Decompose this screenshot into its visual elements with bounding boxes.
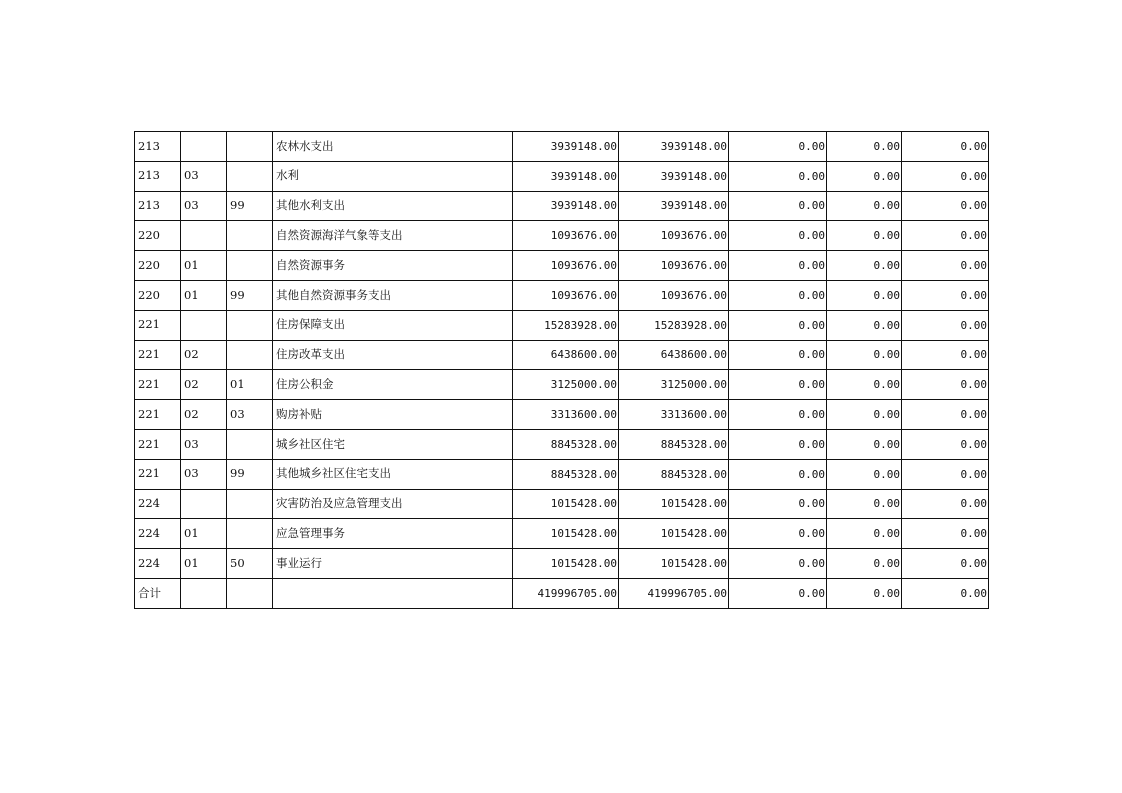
class-code-cell: 213 xyxy=(135,161,181,191)
table-row xyxy=(135,519,989,549)
subject-name-cell: 水利 xyxy=(273,161,513,191)
class-code-cell: 221 xyxy=(135,340,181,370)
subitem-code-cell xyxy=(227,340,273,370)
table-row xyxy=(135,310,989,340)
class-code-cell: 220 xyxy=(135,251,181,281)
subitem-code-cell xyxy=(227,578,273,608)
amount-col-2-cell: 1093676.00 xyxy=(619,221,729,251)
subject-name-cell: 住房公积金 xyxy=(273,370,513,400)
amount-col-4-cell: 0.00 xyxy=(827,280,902,310)
amount-col-3-cell: 0.00 xyxy=(729,340,827,370)
total-amount-cell: 1093676.00 xyxy=(513,251,619,281)
subitem-code-cell xyxy=(227,429,273,459)
amount-col-2-cell: 1015428.00 xyxy=(619,489,729,519)
subitem-code-cell: 99 xyxy=(227,459,273,489)
subject-name-cell: 其他水利支出 xyxy=(273,191,513,221)
amount-col-5-cell: 0.00 xyxy=(902,370,989,400)
table-row xyxy=(135,191,989,221)
amount-col-3-cell: 0.00 xyxy=(729,459,827,489)
total-amount-cell: 8845328.00 xyxy=(513,429,619,459)
amount-col-4-cell: 0.00 xyxy=(827,489,902,519)
item-code-cell xyxy=(181,132,227,162)
total-amount-cell: 419996705.00 xyxy=(513,578,619,608)
class-code-cell: 224 xyxy=(135,549,181,579)
subject-name-cell: 自然资源事务 xyxy=(273,251,513,281)
amount-col-5-cell: 0.00 xyxy=(902,132,989,162)
amount-col-5-cell: 0.00 xyxy=(902,310,989,340)
amount-col-4-cell: 0.00 xyxy=(827,191,902,221)
total-amount-cell: 3939148.00 xyxy=(513,161,619,191)
amount-col-5-cell: 0.00 xyxy=(902,578,989,608)
table-row xyxy=(135,549,989,579)
class-code-cell: 221 xyxy=(135,429,181,459)
amount-col-3-cell: 0.00 xyxy=(729,578,827,608)
amount-col-2-cell: 3125000.00 xyxy=(619,370,729,400)
total-amount-cell: 6438600.00 xyxy=(513,340,619,370)
amount-col-3-cell: 0.00 xyxy=(729,161,827,191)
item-code-cell: 01 xyxy=(181,519,227,549)
amount-col-2-cell: 1015428.00 xyxy=(619,549,729,579)
amount-col-2-cell: 3939148.00 xyxy=(619,132,729,162)
amount-col-5-cell: 0.00 xyxy=(902,429,989,459)
table-row xyxy=(135,370,989,400)
subitem-code-cell xyxy=(227,251,273,281)
amount-col-5-cell: 0.00 xyxy=(902,489,989,519)
subitem-code-cell: 99 xyxy=(227,191,273,221)
amount-col-4-cell: 0.00 xyxy=(827,161,902,191)
subitem-code-cell: 99 xyxy=(227,280,273,310)
class-code-cell: 224 xyxy=(135,519,181,549)
class-code-cell: 221 xyxy=(135,400,181,430)
amount-col-3-cell: 0.00 xyxy=(729,370,827,400)
total-amount-cell: 8845328.00 xyxy=(513,459,619,489)
total-amount-cell: 3313600.00 xyxy=(513,400,619,430)
amount-col-3-cell: 0.00 xyxy=(729,132,827,162)
class-code-cell: 221 xyxy=(135,459,181,489)
total-amount-cell: 1093676.00 xyxy=(513,221,619,251)
class-code-cell: 221 xyxy=(135,370,181,400)
amount-col-2-cell: 8845328.00 xyxy=(619,459,729,489)
table-row xyxy=(135,400,989,430)
table-row xyxy=(135,429,989,459)
amount-col-3-cell: 0.00 xyxy=(729,251,827,281)
item-code-cell: 03 xyxy=(181,429,227,459)
amount-col-3-cell: 0.00 xyxy=(729,191,827,221)
table-row xyxy=(135,340,989,370)
amount-col-2-cell: 419996705.00 xyxy=(619,578,729,608)
total-amount-cell: 15283928.00 xyxy=(513,310,619,340)
subitem-code-cell xyxy=(227,161,273,191)
class-code-cell: 220 xyxy=(135,221,181,251)
table-row xyxy=(135,251,989,281)
item-code-cell: 02 xyxy=(181,340,227,370)
amount-col-2-cell: 15283928.00 xyxy=(619,310,729,340)
amount-col-3-cell: 0.00 xyxy=(729,280,827,310)
item-code-cell xyxy=(181,578,227,608)
subitem-code-cell: 50 xyxy=(227,549,273,579)
subject-name-cell: 其他城乡社区住宅支出 xyxy=(273,459,513,489)
subject-name-cell: 农林水支出 xyxy=(273,132,513,162)
class-code-cell: 221 xyxy=(135,310,181,340)
amount-col-4-cell: 0.00 xyxy=(827,221,902,251)
amount-col-4-cell: 0.00 xyxy=(827,578,902,608)
amount-col-4-cell: 0.00 xyxy=(827,251,902,281)
total-amount-cell: 1015428.00 xyxy=(513,549,619,579)
total-row xyxy=(135,578,989,608)
item-code-cell xyxy=(181,489,227,519)
amount-col-4-cell: 0.00 xyxy=(827,132,902,162)
amount-col-5-cell: 0.00 xyxy=(902,549,989,579)
amount-col-4-cell: 0.00 xyxy=(827,459,902,489)
subitem-code-cell xyxy=(227,310,273,340)
amount-col-2-cell: 8845328.00 xyxy=(619,429,729,459)
amount-col-4-cell: 0.00 xyxy=(827,429,902,459)
amount-col-2-cell: 3939148.00 xyxy=(619,161,729,191)
subject-name-cell: 购房补贴 xyxy=(273,400,513,430)
subitem-code-cell xyxy=(227,519,273,549)
total-amount-cell: 3125000.00 xyxy=(513,370,619,400)
item-code-cell: 01 xyxy=(181,280,227,310)
amount-col-3-cell: 0.00 xyxy=(729,489,827,519)
subject-name-cell: 事业运行 xyxy=(273,549,513,579)
subitem-code-cell xyxy=(227,489,273,519)
table-row xyxy=(135,132,989,162)
table-row xyxy=(135,161,989,191)
item-code-cell: 01 xyxy=(181,549,227,579)
amount-col-4-cell: 0.00 xyxy=(827,370,902,400)
class-code-cell: 220 xyxy=(135,280,181,310)
item-code-cell xyxy=(181,221,227,251)
amount-col-5-cell: 0.00 xyxy=(902,400,989,430)
amount-col-4-cell: 0.00 xyxy=(827,519,902,549)
table-row xyxy=(135,280,989,310)
amount-col-4-cell: 0.00 xyxy=(827,400,902,430)
table-row xyxy=(135,459,989,489)
amount-col-2-cell: 3313600.00 xyxy=(619,400,729,430)
subject-name-cell: 城乡社区住宅 xyxy=(273,429,513,459)
amount-col-4-cell: 0.00 xyxy=(827,310,902,340)
amount-col-2-cell: 1093676.00 xyxy=(619,280,729,310)
amount-col-5-cell: 0.00 xyxy=(902,191,989,221)
subject-name-cell: 住房改革支出 xyxy=(273,340,513,370)
subject-name-cell: 其他自然资源事务支出 xyxy=(273,280,513,310)
amount-col-3-cell: 0.00 xyxy=(729,400,827,430)
total-amount-cell: 3939148.00 xyxy=(513,191,619,221)
item-code-cell: 03 xyxy=(181,161,227,191)
subject-name-cell: 应急管理事务 xyxy=(273,519,513,549)
item-code-cell: 03 xyxy=(181,191,227,221)
class-code-cell: 213 xyxy=(135,132,181,162)
total-amount-cell: 1015428.00 xyxy=(513,519,619,549)
amount-col-5-cell: 0.00 xyxy=(902,280,989,310)
subject-name-cell: 灾害防治及应急管理支出 xyxy=(273,489,513,519)
subitem-code-cell: 01 xyxy=(227,370,273,400)
subject-name-cell xyxy=(273,578,513,608)
class-code-cell: 213 xyxy=(135,191,181,221)
item-code-cell: 02 xyxy=(181,400,227,430)
table-row xyxy=(135,489,989,519)
total-amount-cell: 1015428.00 xyxy=(513,489,619,519)
amount-col-4-cell: 0.00 xyxy=(827,549,902,579)
amount-col-4-cell: 0.00 xyxy=(827,340,902,370)
subject-name-cell: 住房保障支出 xyxy=(273,310,513,340)
amount-col-3-cell: 0.00 xyxy=(729,549,827,579)
amount-col-3-cell: 0.00 xyxy=(729,429,827,459)
amount-col-5-cell: 0.00 xyxy=(902,221,989,251)
amount-col-3-cell: 0.00 xyxy=(729,519,827,549)
amount-col-5-cell: 0.00 xyxy=(902,340,989,370)
subitem-code-cell: 03 xyxy=(227,400,273,430)
total-amount-cell: 3939148.00 xyxy=(513,132,619,162)
class-code-cell: 224 xyxy=(135,489,181,519)
class-code-cell: 合计 xyxy=(135,578,181,608)
subject-name-cell: 自然资源海洋气象等支出 xyxy=(273,221,513,251)
total-amount-cell: 1093676.00 xyxy=(513,280,619,310)
subitem-code-cell xyxy=(227,221,273,251)
item-code-cell xyxy=(181,310,227,340)
amount-col-5-cell: 0.00 xyxy=(902,459,989,489)
amount-col-2-cell: 1015428.00 xyxy=(619,519,729,549)
table-body xyxy=(135,132,989,609)
amount-col-5-cell: 0.00 xyxy=(902,519,989,549)
amount-col-5-cell: 0.00 xyxy=(902,251,989,281)
amount-col-2-cell: 6438600.00 xyxy=(619,340,729,370)
amount-col-2-cell: 1093676.00 xyxy=(619,251,729,281)
item-code-cell: 02 xyxy=(181,370,227,400)
expenditure-table xyxy=(134,131,989,609)
item-code-cell: 01 xyxy=(181,251,227,281)
amount-col-5-cell: 0.00 xyxy=(902,161,989,191)
amount-col-3-cell: 0.00 xyxy=(729,221,827,251)
amount-col-3-cell: 0.00 xyxy=(729,310,827,340)
item-code-cell: 03 xyxy=(181,459,227,489)
subitem-code-cell xyxy=(227,132,273,162)
table-row xyxy=(135,221,989,251)
amount-col-2-cell: 3939148.00 xyxy=(619,191,729,221)
